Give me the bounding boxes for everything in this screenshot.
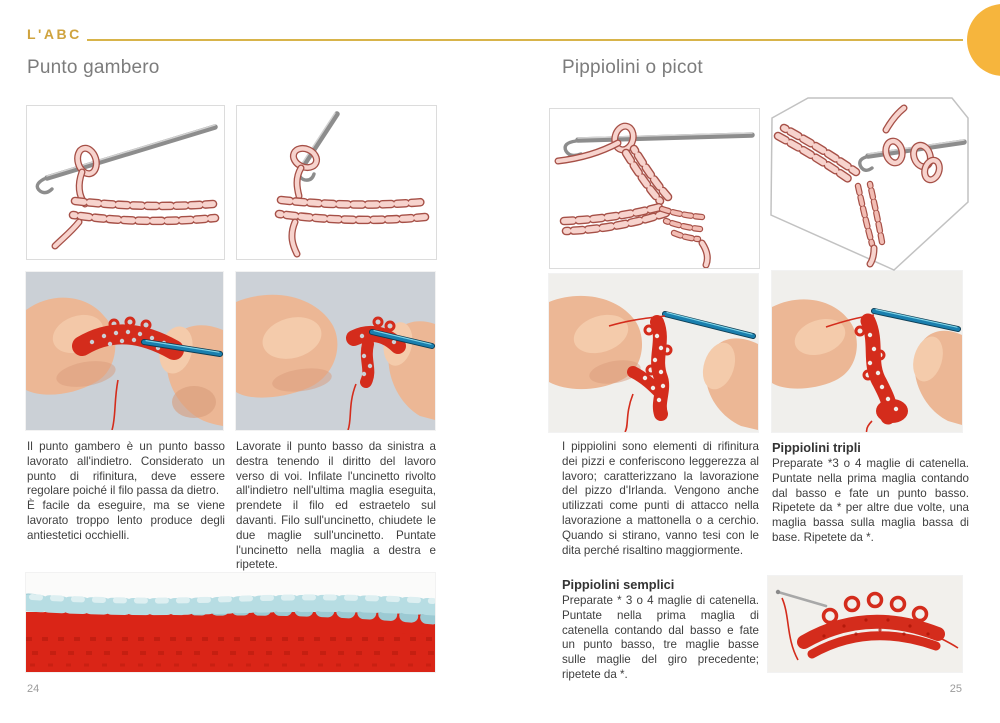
header-rule: [87, 39, 963, 41]
chapter-eyebrow: L'ABC: [27, 26, 82, 42]
paragraph: È facile da eseguire, ma se viene lavorato troppo lento produce degli antiestetici occhielli.: [27, 499, 225, 542]
crochet-hook-diagram-icon: [770, 96, 970, 272]
hands-crochet-photo-3: [549, 274, 758, 432]
paragraph: Il punto gambero è un punto basso lavorato all'indietro. Considerato un punto di rifinitura, deve essere regolare poiché il filo passa da dietro.: [27, 440, 225, 498]
section-pippiolini-semplici: [562, 577, 759, 683]
corner-tab-circle: [967, 4, 1000, 76]
crochet-hook-diagram-icon: [27, 106, 224, 259]
crochet-hook-diagram-icon: [237, 106, 436, 259]
picot-diagram-2: [770, 96, 970, 272]
page-title-right: Pippiolini o picot: [562, 57, 703, 78]
section-body: Preparate *3 o 4 maglie di catenella. Puntate nella prima maglia contando dal basso e fate un punto basso. Ripetete da * per altre due volte, una maglia bassa sulla maglia bassa di base. Ripetete da *.: [772, 457, 969, 544]
left-column-2-text: [236, 440, 436, 573]
picot-diagram-1: [549, 108, 760, 269]
crochet-hook-diagram-icon: [550, 109, 759, 268]
paragraph: I pippiolini sono elementi di rifinitura dei pizzi e conferiscono leggerezza al lavoro; caratterizzano la lavorazione del pizzo d'Irlanda. Vengono anche utilizzati come punti di attacco nella lavorazione a mattonella o a cerchio. Quando si stirano, vanno tesi con le dita perché risaltino maggiormente.: [562, 440, 759, 557]
picot-edging-photo: [768, 576, 962, 672]
section-body: Preparate * 3 o 4 maglie di catenella. Puntate nella prima maglia di catenella contando dal basso e fate un punto basso, tre maglie basse sulle maglie del giro precedente; ripetete da *.: [562, 594, 759, 681]
photo-image: [26, 573, 435, 672]
section-heading: Pippiolini tripli: [772, 440, 861, 455]
photo-image: [768, 576, 962, 672]
photo-image: [236, 272, 435, 430]
section-pippiolini-tripli: [772, 440, 969, 546]
crab-stitch-diagram-2: [236, 105, 437, 260]
left-column-1-text: [27, 440, 225, 544]
crab-stitch-edging-photo: [26, 573, 435, 672]
page-number-left: 24: [27, 683, 40, 695]
page-title-left: Punto gambero: [27, 57, 160, 78]
page-number-right: 25: [949, 683, 962, 695]
hands-crochet-photo-1: [26, 272, 223, 430]
hands-crochet-photo-2: [236, 272, 435, 430]
right-column-1-intro: [562, 440, 759, 558]
crab-stitch-diagram-1: [26, 105, 225, 260]
photo-image: [549, 274, 758, 432]
photo-image: [772, 271, 962, 432]
photo-image: [26, 272, 223, 430]
section-heading: Pippiolini semplici: [562, 577, 675, 592]
hands-crochet-photo-4: [772, 271, 962, 432]
paragraph: Lavorate il punto basso da sinistra a destra tenendo il diritto del lavoro verso di voi. Infilate l'uncinetto rivolto all'indietro nell'ultima maglia eseguita, prendete il filo ed estraetelo sul davanti. Filo sull'uncinetto, chiudete le due maglie sull'uncinetto. Puntate l'uncinetto nella maglia a destra e ripetete.: [236, 440, 436, 572]
